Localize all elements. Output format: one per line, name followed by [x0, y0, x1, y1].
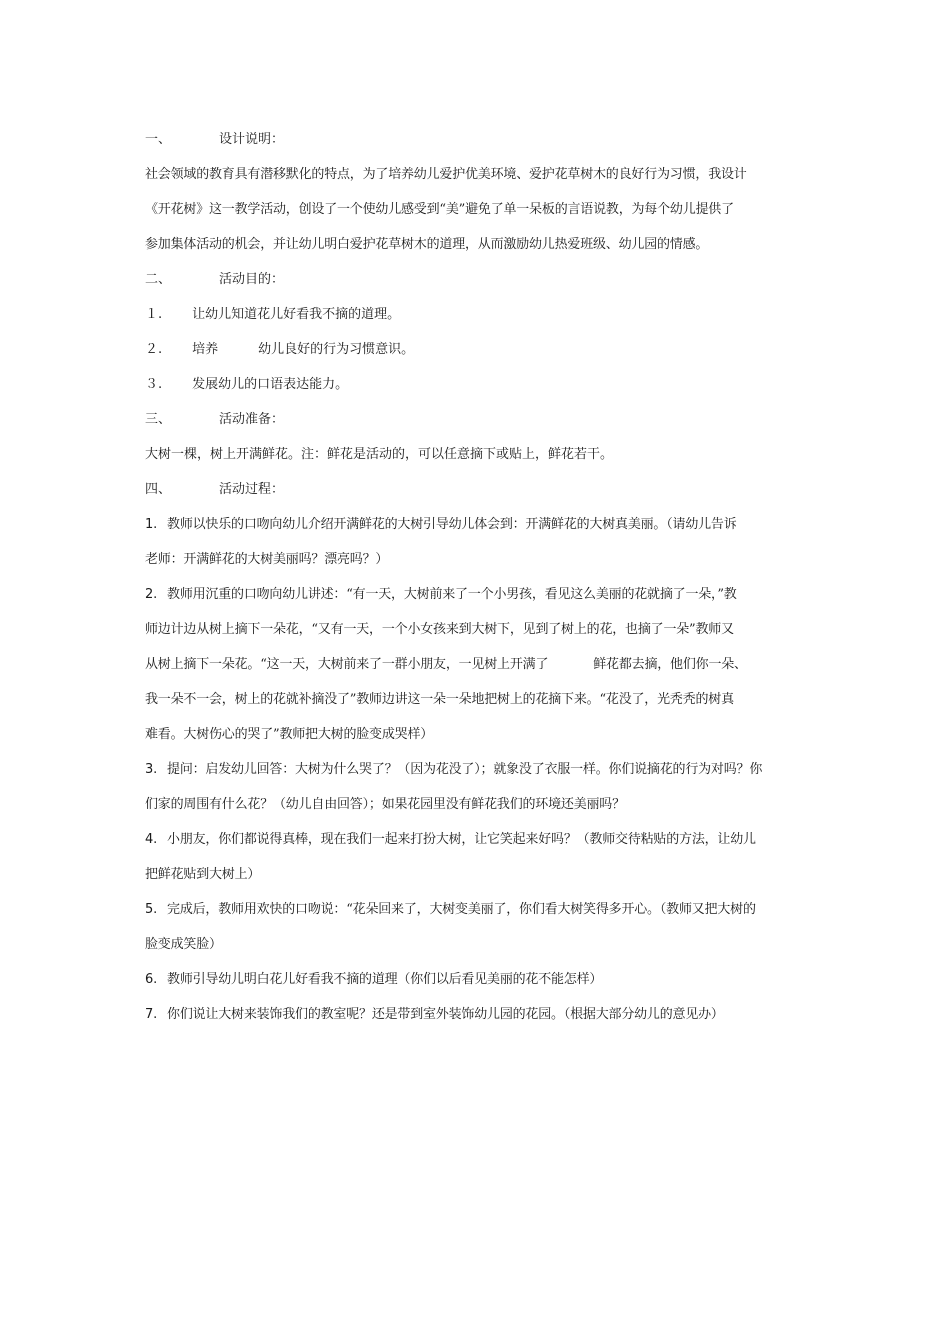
list-item [145, 332, 810, 367]
list-text: 发展幼儿的口语表达能力。 [192, 377, 349, 392]
list-number: ２. [145, 342, 163, 357]
section-heading-process [145, 472, 810, 507]
step-text: 提问：启发幼儿回答：大树为什么哭了？（因为花没了）；就象没了衣服一样。你们说摘花的行为对吗？你 [167, 762, 763, 777]
step-line: 我一朵不一会，树上的花就补摘没了”教师边讲这一朵一朵地把树上的花摘下来。“花没了，光秃秃的树真 [145, 692, 734, 707]
step-line [145, 822, 810, 857]
section-heading-goals [145, 262, 810, 297]
section-title: 活动目的： [219, 272, 285, 287]
step-number: 1. [145, 517, 158, 532]
section-number: 四、 [145, 482, 172, 497]
step-line [145, 997, 810, 1032]
step-text: 完成后，教师用欢快的口吻说：“花朵回来了，大树变美丽了，你们看大树笑得多开心。（教师又把大树的 [167, 902, 756, 917]
document-page [145, 122, 810, 1032]
step-line: 难看。大树伤心的哭了”教师把大树的脸变成哭样） [145, 727, 434, 742]
step-line [145, 507, 810, 542]
step-number: 6. [145, 972, 158, 987]
step-line [145, 962, 810, 997]
step-line: 把鲜花贴到大树上） [145, 867, 261, 882]
step-text: 小朋友，你们都说得真棒，现在我们一起来打扮大树，让它笑起来好吗？（教师交待粘贴的方法，让幼儿 [167, 832, 756, 847]
step-line: 们家的周围有什么花？（幼儿自由回答）；如果花园里没有鲜花我们的环境还美丽吗？ [145, 797, 625, 812]
section-title: 活动过程： [219, 482, 285, 497]
section-heading-design [145, 122, 810, 157]
step-text: 教师引导幼儿明白花儿好看我不摘的道理（你们以后看见美丽的花不能怎样） [167, 972, 603, 987]
list-item [145, 297, 810, 332]
step-text: 教师以快乐的口吻向幼儿介绍开满鲜花的大树引导幼儿体会到：开满鲜花的大树真美丽。（请幼儿告诉 [167, 517, 737, 532]
step-text: 鲜花都去摘，他们你一朵、 [593, 657, 747, 672]
paragraph-line: 《开花树》这一教学活动，创设了一个使幼儿感受到“美”避免了单一呆板的言语说教，为每个幼儿提供了 [145, 202, 734, 217]
section-title: 设计说明： [219, 132, 285, 147]
step-number: 5. [145, 902, 158, 917]
paragraph-line: 社会领域的教育具有潜移默化的特点，为了培养幼儿爱护优美环境、爱护花草树木的良好行为习惯，我设计 [145, 167, 747, 182]
step-line: 老师：开满鲜花的大树美丽吗？漂亮吗？） [145, 552, 389, 567]
paragraph-line: 参加集体活动的机会，并让幼儿明白爱护花草树木的道理，从而激励幼儿热爱班级、幼儿园的情感。 [145, 237, 709, 252]
step-number: 2. [145, 587, 158, 602]
step-text: 你们说让大树来装饰我们的教室呢？还是带到室外装饰幼儿园的花园。（根据大部分幼儿的意见办） [167, 1007, 724, 1022]
step-line: 脸变成笑脸） [145, 937, 222, 952]
list-text: 培养 [192, 342, 219, 357]
step-line [145, 577, 810, 612]
step-line: 师边计边从树上摘下一朵花，“又有一天，一个小女孩来到大树下，见到了树上的花，也摘了一朵”教师又 [145, 622, 734, 637]
step-text: 从树上摘下一朵花。“这一天，大树前来了一群小朋友，一见树上开满了 [145, 657, 549, 672]
step-line [145, 752, 810, 787]
section-number: 三、 [145, 412, 172, 427]
step-text: 教师用沉重的口吻向幼儿讲述：“有一天，大树前来了一个小男孩，看见这么美丽的花就摘了一朵，”教 [167, 587, 737, 602]
list-number: １. [145, 307, 163, 322]
section-number: 二、 [145, 272, 172, 287]
list-text: 幼儿良好的行为习惯意识。 [258, 342, 415, 357]
list-item [145, 367, 810, 402]
step-number: 3. [145, 762, 158, 777]
step-number: 7. [145, 1007, 158, 1022]
step-line [145, 647, 810, 682]
step-line [145, 892, 810, 927]
section-heading-preparation [145, 402, 810, 437]
section-number: 一、 [145, 132, 172, 147]
step-number: 4. [145, 832, 158, 847]
list-number: ３. [145, 377, 163, 392]
section-title: 活动准备： [219, 412, 285, 427]
paragraph-line: 大树一棵，树上开满鲜花。注：鲜花是活动的，可以任意摘下或贴上，鲜花若干。 [145, 447, 614, 462]
list-text: 让幼儿知道花儿好看我不摘的道理。 [192, 307, 401, 322]
